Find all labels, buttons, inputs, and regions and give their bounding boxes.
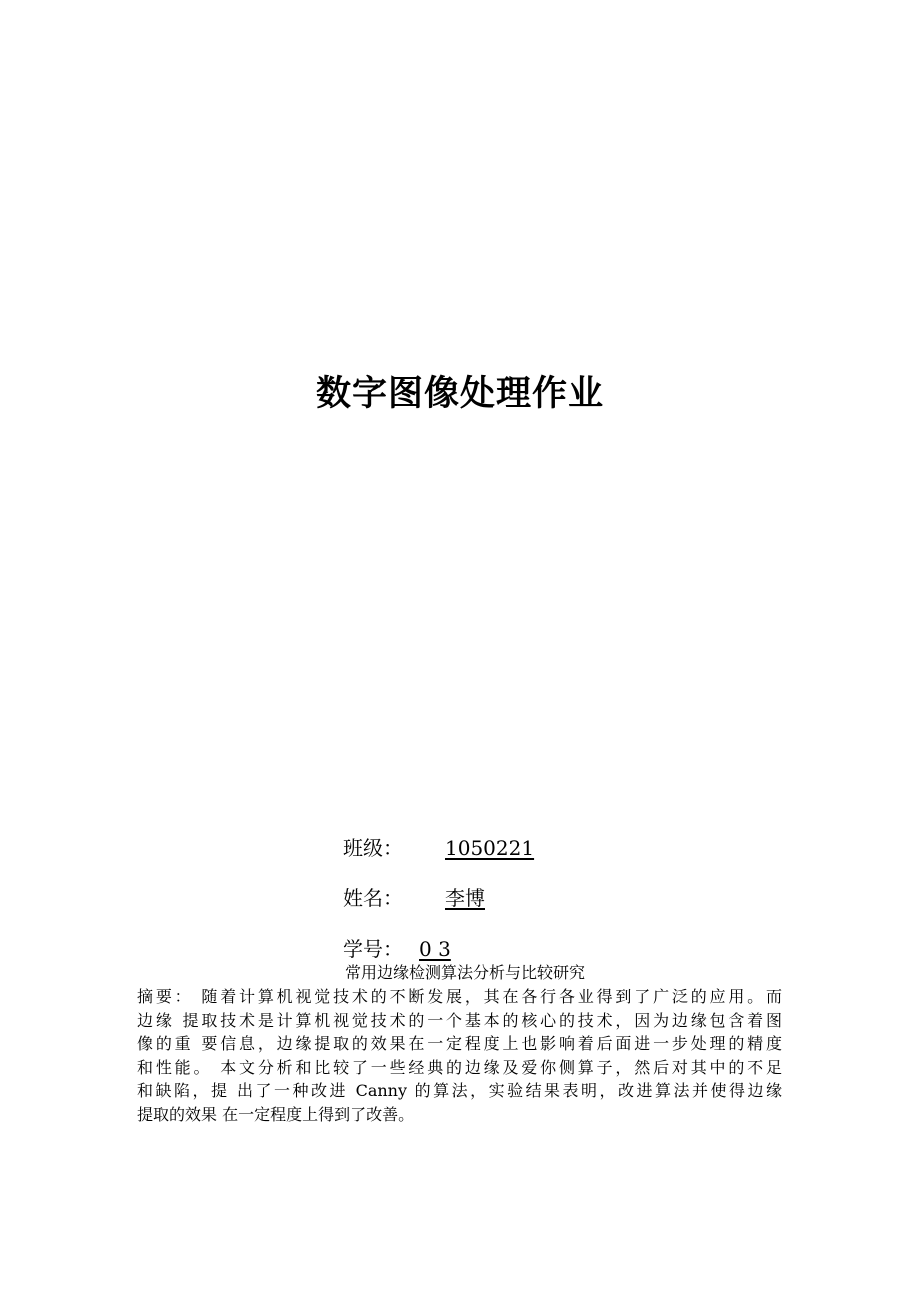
name-label: 姓名： (343, 886, 403, 910)
abstract-line: 提取的效果 在一定程度上得到了改善。 (137, 1104, 415, 1124)
class-row (343, 835, 535, 861)
name-row (343, 885, 485, 911)
paper-title: 常用边缘检测算法分析与比较研究 (344, 963, 585, 982)
abstract-line: 边缘 提取技术是计算机视觉技术的一个基本的核心的技术，因为边缘包含着图 (137, 1010, 782, 1030)
abstract-line: 和缺陷，提 出了一种改进 Canny 的算法，实验结果表明，改进算法并使得边缘 (137, 1081, 782, 1101)
abstract-line: 摘要： 随着计算机视觉技术的不断发展，其在各行各业得到了广泛的应用。而 (137, 987, 782, 1006)
class-label: 班级： (343, 836, 403, 860)
student-id-row (343, 936, 451, 962)
page-title: 数字图像处理作业 (315, 374, 604, 414)
class-value: 1050221 (445, 836, 535, 860)
name-value: 李博 (445, 886, 485, 910)
student-id-value: 0 3 (419, 937, 451, 961)
student-id-label: 学号： (343, 937, 403, 961)
abstract-line: 和性能。 本文分析和比较了一些经典的边缘及爱你侧算子，然后对其中的不足 (137, 1057, 782, 1077)
abstract (137, 985, 782, 1127)
abstract-line: 像的重 要信息，边缘提取的效果在一定程度上也影响着后面进一步处理的精度 (137, 1034, 782, 1054)
